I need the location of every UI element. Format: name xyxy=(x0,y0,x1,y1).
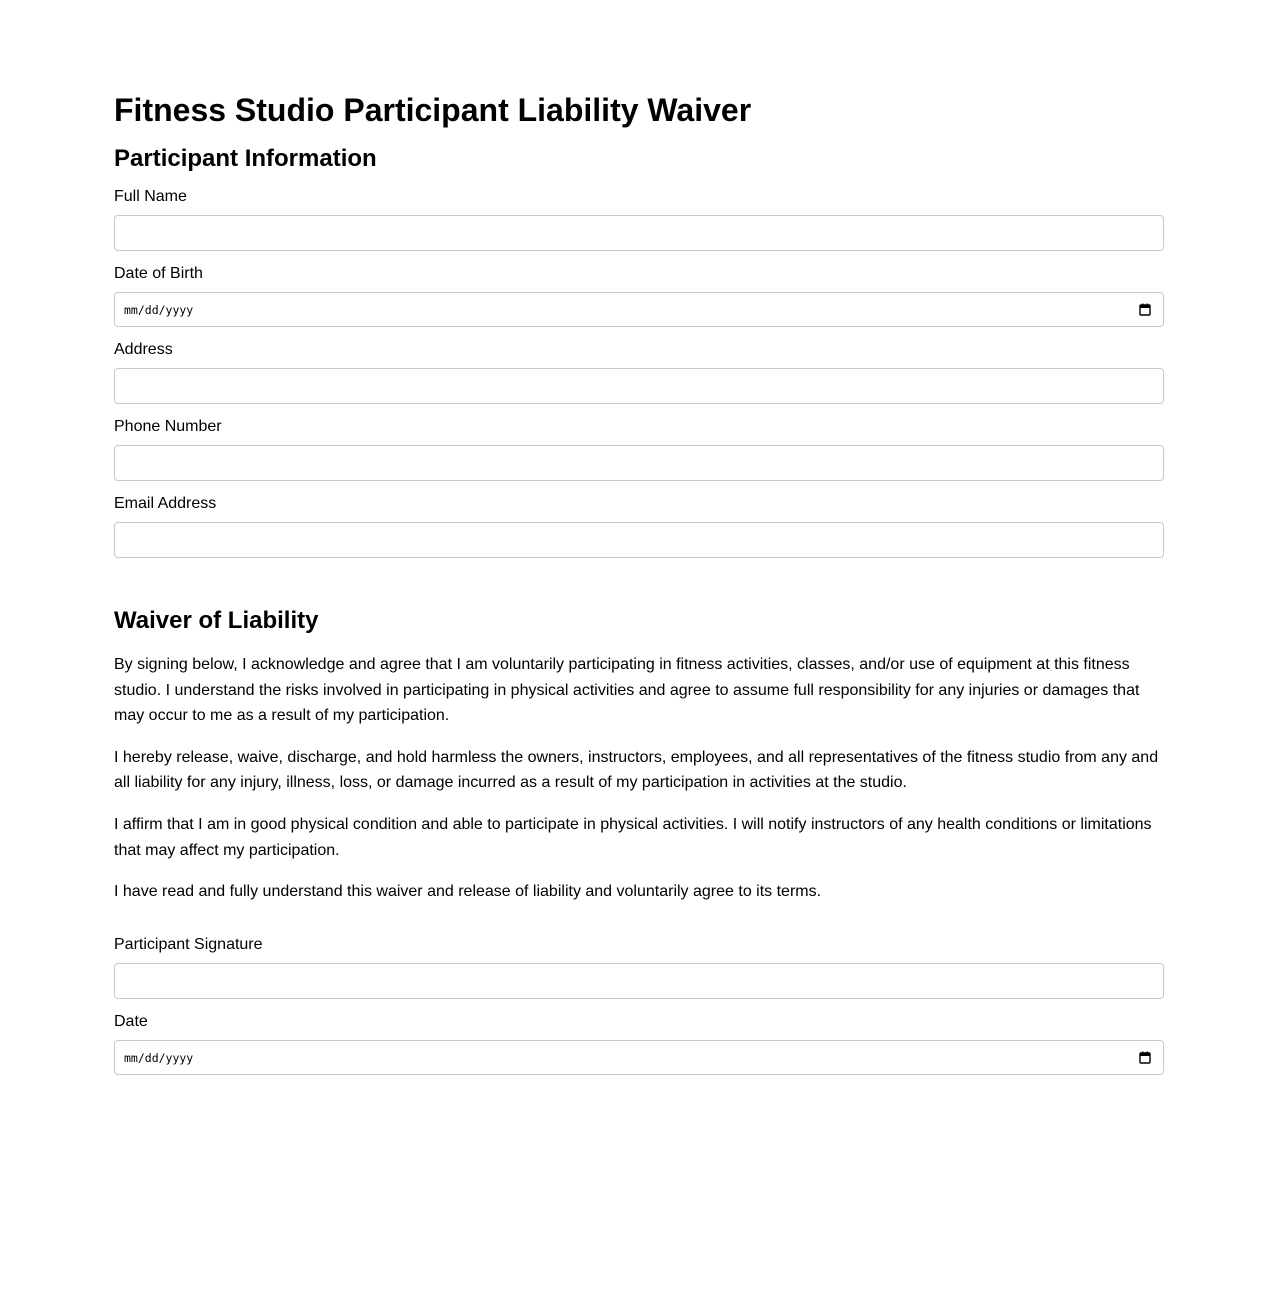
signature-date-placeholder: mm/dd/yyyy xyxy=(124,1050,194,1065)
waiver-of-liability-section xyxy=(114,606,1164,905)
address-label: Address xyxy=(114,341,173,358)
address-input[interactable] xyxy=(114,368,1164,404)
waiver-paragraph: I have read and fully understand this waiver and release of liability and voluntarily agree to its terms. xyxy=(114,883,822,901)
email-address-label: Email Address xyxy=(114,495,217,512)
waiver-paragraph: I affirm that I am in good physical condition and able to participate in physical activities. I will notify instructors of any health conditions or limitations that may affect my participation. xyxy=(114,815,1152,859)
signature-date-field xyxy=(114,1012,1164,1075)
phone-number-input[interactable] xyxy=(114,445,1164,481)
waiver-text xyxy=(114,652,1164,905)
signature-date-label: Date xyxy=(114,1012,148,1030)
participant-signature-label: Participant Signature xyxy=(114,935,263,953)
participant-signature-input[interactable] xyxy=(114,963,1164,999)
date-of-birth-label: Date of Birth xyxy=(114,265,203,282)
phone-number-label: Phone Number xyxy=(114,418,222,435)
full-name-input[interactable] xyxy=(114,215,1164,251)
date-of-birth-field xyxy=(114,264,1164,327)
participant-information-section xyxy=(114,144,1164,558)
address-field xyxy=(114,340,1164,404)
email-address-field xyxy=(114,494,1164,558)
page-title: Fitness Studio Participant Liability Waiver xyxy=(114,92,752,128)
date-of-birth-input[interactable] xyxy=(114,292,1164,327)
calendar-icon[interactable] xyxy=(1139,303,1151,316)
waiver-paragraph: I hereby release, waive, discharge, and hold harmless the owners, instructors, employees, and all representatives of the fitness studio from any and all liability for any injury, illness, loss, or damage incurred as a result of my participation in activities at the studio. xyxy=(114,748,1159,792)
full-name-label: Full Name xyxy=(114,188,187,205)
signature-date-input[interactable] xyxy=(114,1040,1164,1075)
full-name-field xyxy=(114,187,1164,251)
signature-section xyxy=(114,935,1164,1075)
participant-signature-field xyxy=(114,935,1164,999)
waiver-paragraph: By signing below, I acknowledge and agree that I am voluntarily participating in fitness activities, classes, and/or use of equipment at this fitness studio. I understand the risks involved in participating in physical activities and agree to assume full responsibility for any injuries or damages that may occur to me as a result of my participation. xyxy=(114,656,1140,725)
phone-number-field xyxy=(114,417,1164,481)
waiver-of-liability-heading: Waiver of Liability xyxy=(114,607,319,634)
email-address-input[interactable] xyxy=(114,522,1164,558)
calendar-icon[interactable] xyxy=(1139,1051,1151,1064)
waiver-form-page xyxy=(114,0,1164,1075)
participant-information-heading: Participant Information xyxy=(114,145,377,172)
date-of-birth-placeholder: mm/dd/yyyy xyxy=(124,303,194,317)
